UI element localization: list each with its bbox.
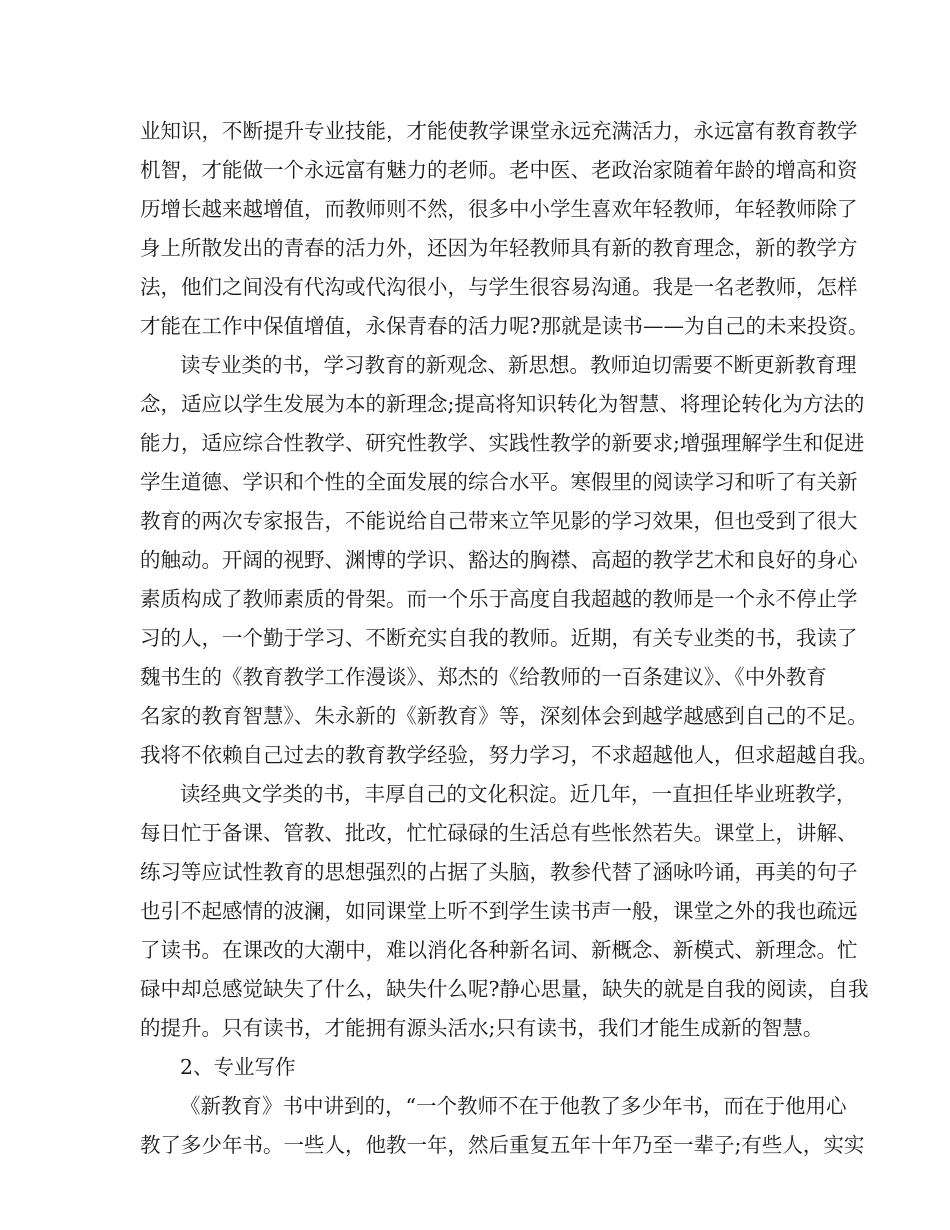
text-line: 我将不依赖自己过去的教育教学经验，努力学习，不求超越他人，但求超越自我。 [140,743,878,767]
text-line: 业知识，不断提升专业技能，才能使教学课堂永远充满活力，永远富有教育教学 [140,119,858,143]
text-line: 才能在工作中保值增值，永保青春的活力呢?那就是读书——为自己的未来投资。 [140,314,869,338]
paragraph-first-line: 《新教育》书中讲到的，“一个教师不在于他教了多少年书，而在于他用心 [180,1094,847,1118]
text-line: 身上所散发出的青春的活力外，还因为年轻教师具有新的教育理念，新的教学方 [140,236,858,260]
text-line: 教育的两次专家报告，不能说给自己带来立竿见影的学习效果，但也受到了很大 [140,509,858,533]
text-line: 历增长越来越增值，而教师则不然，很多中小学生喜欢年轻教师，年轻教师除了 [140,197,858,221]
text-line: 习的人，一个勤于学习、不断充实自我的教师。近期，有关专业类的书，我读了 [140,626,858,650]
text-line: 碌中却总感觉缺失了什么，缺失什么呢?静心思量，缺失的就是自我的阅读，自我 [140,977,869,1001]
section-heading: 2、专业写作 [180,1055,296,1079]
text-line: 练习等应试性教育的思想强烈的占据了头脑，教参代替了涵咏吟诵，再美的句子 [140,860,858,884]
text-line: 念，适应以学生发展为本的新理念;提高将知识转化为智慧、将理论转化为方法的 [140,392,865,416]
text-line: 学生道德、学识和个性的全面发展的综合水平。寒假里的阅读学习和听了有关新 [140,470,858,494]
text-line: 的触动。开阔的视野、渊博的学识、豁达的胸襟、高超的教学艺术和良好的身心 [140,548,858,572]
text-line: 素质构成了教师素质的骨架。而一个乐于高度自我超越的教师是一个永不停止学 [140,587,858,611]
text-line: 每日忙于备课、管教、批改，忙忙碌碌的生活总有些怅然若失。课堂上，讲解、 [140,821,858,845]
paragraph-first-line: 读经典文学类的书，丰厚自己的文化积淀。近几年，一直担任毕业班教学， [180,782,857,806]
text-line: 教了多少年书。一些人，他教一年，然后重复五年十年乃至一辈子;有些人，实实 [140,1133,865,1157]
text-line: 也引不起感情的波澜，如同课堂上听不到学生读书声一般，课堂之外的我也疏远 [140,899,858,923]
paragraph-first-line: 读专业类的书，学习教育的新观念、新思想。教师迫切需要不断更新教育理 [180,353,857,377]
text-line: 的提升。只有读书，才能拥有源头活水;只有读书，我们才能生成新的智慧。 [140,1016,824,1040]
text-line: 名家的教育智慧》、朱永新的《新教育》等，深刻体会到越学越感到自己的不足。 [140,704,868,728]
text-line: 机智，才能做一个永远富有魅力的老师。老中医、老政治家随着年龄的增高和资 [140,158,858,182]
text-line: 能力，适应综合性教学、研究性教学、实践性教学的新要求;增强理解学生和促进 [140,431,865,455]
text-line: 了读书。在课改的大潮中，难以消化各种新名词、新概念、新模式、新理念。忙 [140,938,858,962]
text-line: 法，他们之间没有代沟或代沟很小，与学生很容易沟通。我是一名老教师，怎样 [140,275,858,299]
text-line: 魏书生的《教育教学工作漫谈》、郑杰的《给教师的一百条建议》、《中外教育 [140,665,827,689]
